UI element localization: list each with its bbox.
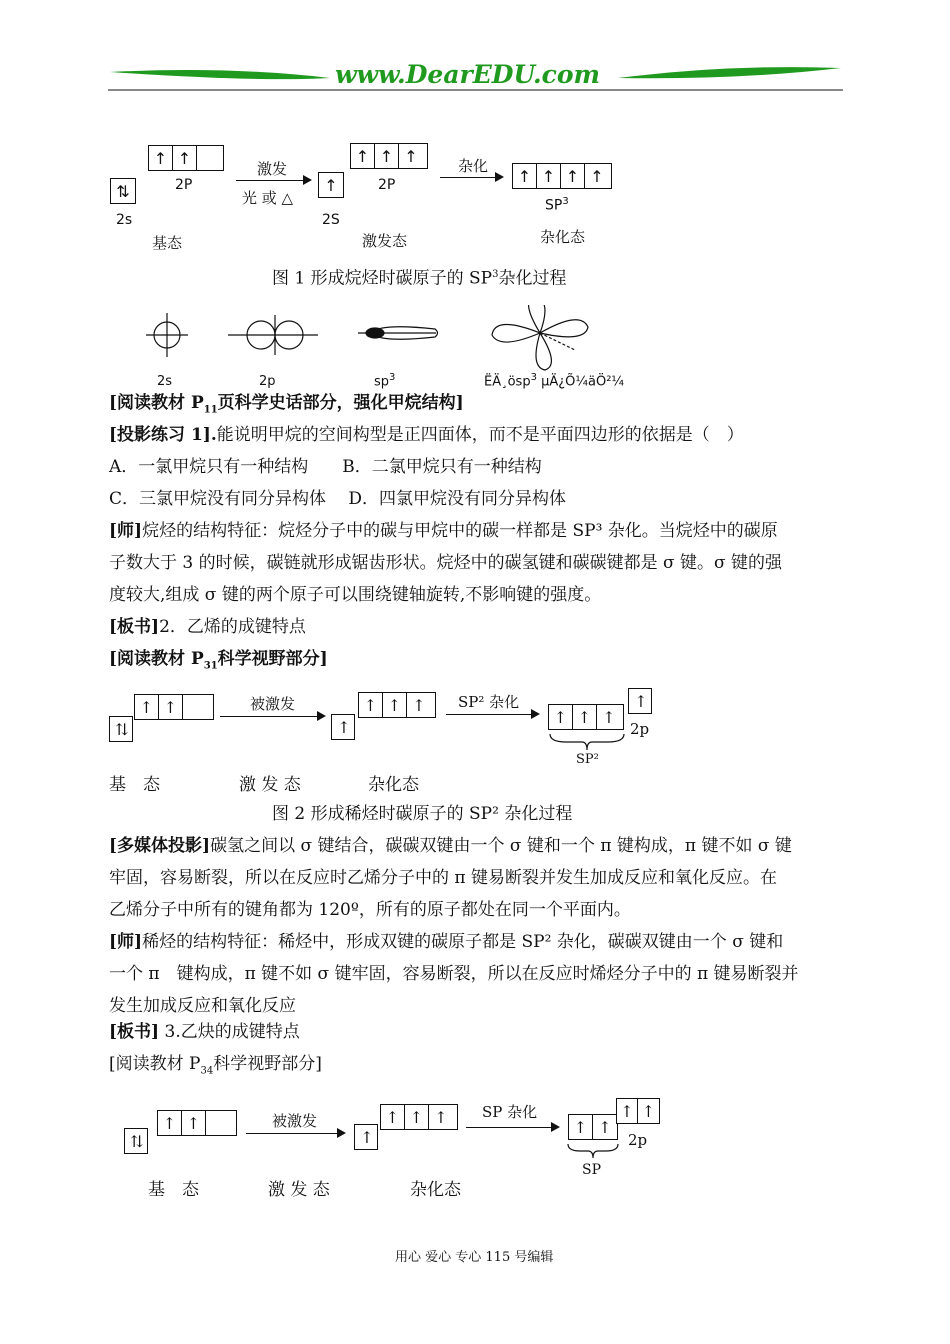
label-excite: 激发 bbox=[257, 160, 288, 178]
fig2-box-2s: ⇅ bbox=[109, 716, 133, 742]
label-excited-state: 激发态 bbox=[362, 232, 408, 250]
orbital-box-sp3: ↑ ↑ ↑ ↑ bbox=[512, 163, 612, 189]
fig2-label-hybrid-state: 杂化态 bbox=[368, 775, 419, 795]
fig3-label-2p: 2p bbox=[628, 1131, 648, 1149]
fig3-label-hybrid: SP 杂化 bbox=[482, 1103, 538, 1121]
orbital-label-garbled: ËÄ¸ösp$^3$ µÄ¿Õ¼äÖ²¼ bbox=[484, 372, 625, 390]
line-exercise-1: [投影练习 1].能说明甲烷的空间构型是正四面体，而不是平面四边形的依据是（ ） bbox=[109, 425, 744, 445]
fig2-label-sp2: SP² bbox=[576, 752, 599, 767]
fig3-label-excited: 激 发 态 bbox=[268, 1180, 330, 1200]
sp3-orbital-shape bbox=[358, 327, 438, 340]
fig2-arrow-hybrid bbox=[446, 714, 538, 715]
line-teacher-6: 发生加成反应和氧化反应 bbox=[109, 996, 296, 1016]
orbital-label-2s: 2s bbox=[157, 374, 173, 389]
footer-text: 用心 爱心 专心 115 号编辑 bbox=[395, 1250, 554, 1265]
label-2p: 2P bbox=[175, 177, 193, 193]
label-hybrid: 杂化 bbox=[458, 157, 489, 175]
header-logo-text: www.DearEDU.com bbox=[335, 60, 601, 89]
orbital-box-2p-excited: ↑ ↑ ↑ bbox=[350, 143, 428, 169]
fig3-arrow-hybrid bbox=[466, 1127, 558, 1128]
fig2-label-excited: 激 发 态 bbox=[239, 775, 301, 795]
fig2-label-2p: 2p bbox=[630, 720, 650, 738]
fig3-box-2p: ↑ ↑ bbox=[157, 1110, 237, 1136]
line-teacher-4: [师]稀烃的结构特征：稀烃中，形成双键的碳原子都是 SP² 杂化，碳碳双键由一个 σ 键和 bbox=[109, 932, 784, 952]
line-read-p11: [阅读教材 $P_{11}$页科学史话部分，强化甲烷结构] bbox=[109, 393, 464, 416]
fig3-box-sp: ↑ ↑ bbox=[568, 1114, 618, 1140]
fig3-box-2p-excited: ↑ ↑ ↑ bbox=[380, 1104, 458, 1130]
sp3-tetrahedral-shape bbox=[492, 305, 588, 370]
fig3-label-sp: SP bbox=[582, 1162, 602, 1178]
orbital-label-2p: 2p bbox=[259, 374, 276, 389]
fig3-brace bbox=[566, 1142, 620, 1162]
fig2-box-2p: ↑ ↑ bbox=[134, 694, 214, 720]
label-hybrid-state: 杂化态 bbox=[540, 228, 586, 246]
fig3-box-2p-hybrid: ↑ ↑ bbox=[616, 1098, 660, 1124]
orbital-box-2s-excited: ↑ bbox=[318, 172, 344, 198]
line-teacher-3: 度较大,组成 σ 键的两个原子可以围绕键轴旋转,不影响键的强度。 bbox=[109, 585, 602, 605]
fig2-label-hybrid: SP² 杂化 bbox=[458, 693, 520, 711]
line-media-2: 牢固，容易断裂，所以在反应时乙烯分子中的 π 键易断裂并发生加成反应和氧化反应。在 bbox=[109, 868, 777, 888]
label-ground-state: 基态 bbox=[152, 234, 183, 252]
fig3-box-2s: ⇅ bbox=[124, 1128, 148, 1154]
orbital-box-2p: ↑ ↑ bbox=[148, 145, 224, 171]
arrow-hybrid bbox=[440, 177, 502, 178]
fig2-arrow-excite bbox=[220, 716, 324, 717]
line-options-ab: A．一氯甲烷只有一种结构 B．二氯甲烷只有一种结构 bbox=[109, 457, 542, 477]
fig2-box-2p-hybrid: ↑ bbox=[628, 688, 652, 714]
fig2-box-2s-excited: ↑ bbox=[331, 714, 355, 740]
label-2s: 2s bbox=[116, 212, 133, 228]
line-teacher-5: 一个 π 键构成，π 键不如 σ 键牢固，容易断裂，所以在反应时烯烃分子中的 π 键易断裂并 bbox=[109, 964, 799, 984]
line-read-p31: [阅读教材 $P_{31}$科学视野部分] bbox=[109, 649, 328, 672]
p-orbital-shape bbox=[228, 315, 318, 355]
label-2p-excited: 2P bbox=[378, 177, 396, 193]
orbital-label-sp3: $sp^3$ bbox=[374, 372, 396, 390]
line-board-3: [板书] 3.乙炔的成键特点 bbox=[109, 1022, 300, 1042]
arrow-excite bbox=[236, 180, 310, 181]
fig2-box-2p-excited: ↑ ↑ ↑ bbox=[358, 692, 436, 718]
line-media-1: [多媒体投影]碳氢之间以 σ 键结合，碳碳双键由一个 σ 键和一个 π 键构成，π 键不如 σ 键 bbox=[109, 836, 792, 856]
fig2-label-excite: 被激发 bbox=[250, 695, 296, 713]
fig3-box-2s-excited: ↑ bbox=[354, 1124, 378, 1150]
label-sp3: $SP^3$ bbox=[545, 196, 569, 214]
fig3-arrow-excite bbox=[246, 1133, 344, 1134]
figure-1-caption: 图 1 形成烷烃时碳原子的 $SP^3$杂化过程 bbox=[272, 268, 567, 289]
line-teacher-2: 子数大于 3 的时候，碳链就形成锯齿形状。烷烃中的碳氢键和碳碳键都是 σ 键。σ 键的强 bbox=[109, 553, 783, 573]
fig3-label-ground: 基 态 bbox=[148, 1180, 199, 1200]
figure-2-caption: 图 2 形成稀烃时碳原子的 SP² 杂化过程 bbox=[272, 804, 573, 824]
line-read-p34: [阅读教材 $P_{34}$科学视野部分] bbox=[109, 1054, 322, 1077]
fig2-label-ground: 基 态 bbox=[109, 775, 160, 795]
fig2-box-sp2: ↑ ↑ ↑ bbox=[548, 704, 624, 730]
fig2-brace bbox=[548, 732, 626, 754]
line-teacher-1: [师]烷烃的结构特征：烷烃分子中的碳与甲烷中的碳一样都是 SP³ 杂化。当烷烃中的碳原 bbox=[109, 521, 778, 541]
s-orbital-shape bbox=[146, 313, 188, 357]
fig3-label-excite: 被激发 bbox=[272, 1112, 318, 1130]
line-options-cd: C．三氯甲烷没有同分异构体 D．四氯甲烷没有同分异构体 bbox=[109, 489, 567, 509]
label-2s-excited: 2S bbox=[322, 212, 340, 228]
orbital-box-2s: ⇅ bbox=[110, 178, 136, 204]
fig3-label-hybrid-state: 杂化态 bbox=[410, 1180, 461, 1200]
orbital-diagrams bbox=[140, 305, 620, 375]
line-board-2: [板书]2．乙烯的成键特点 bbox=[109, 617, 306, 637]
label-condition: 光 或 △ bbox=[242, 189, 294, 207]
line-media-3: 乙烯分子中所有的键角都为 120º，所有的原子都处在同一个平面内。 bbox=[109, 900, 631, 920]
